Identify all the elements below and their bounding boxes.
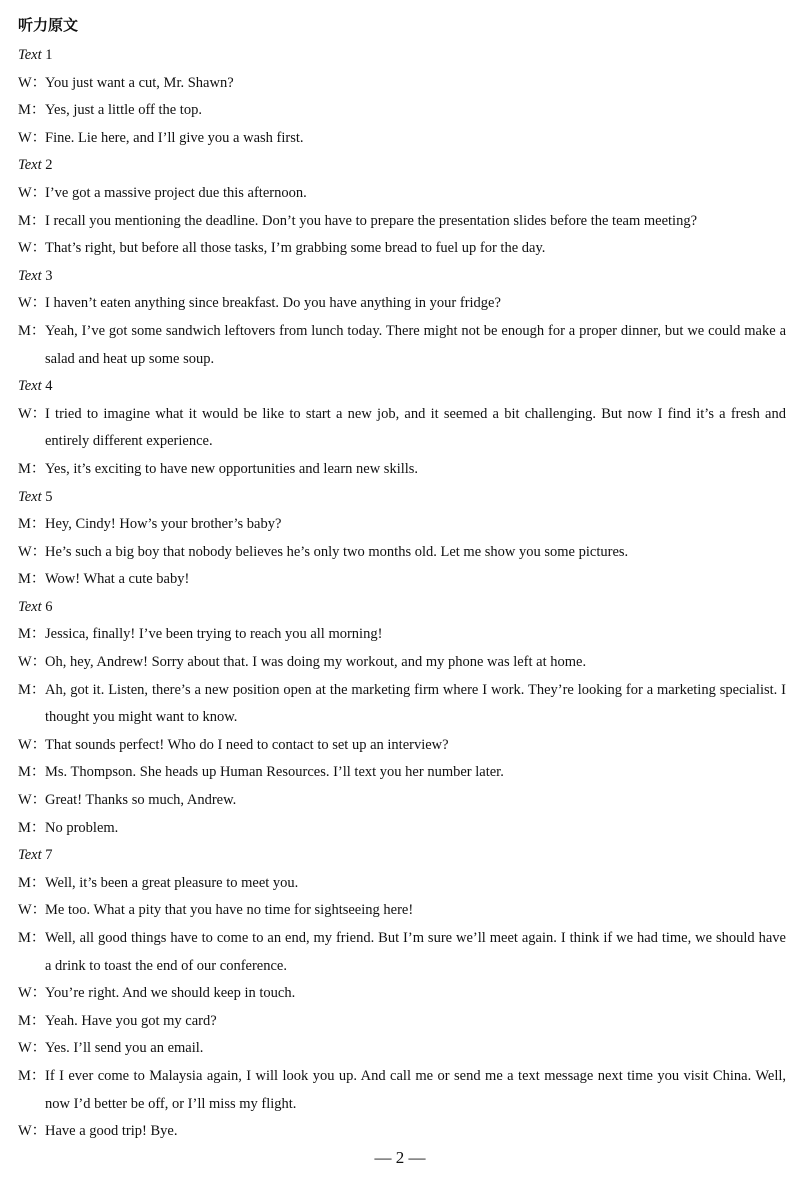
dialogue-text: Oh, hey, Andrew! Sorry about that. I was doing my workout, and my phone was left at home.	[45, 654, 587, 671]
speaker-label: W：	[18, 543, 47, 560]
speaker-label: M：	[18, 322, 46, 339]
section-number: 1	[45, 47, 53, 63]
dialogue-text: Yeah, I’ve got some sandwich leftovers from lunch today. There might not be enough for a proper dinner, but we could make a salad and heat up some soup.	[45, 322, 786, 367]
dialogue-text: Jessica, finally! I’ve been trying to reach you all morning!	[45, 626, 383, 643]
speaker-label: M：	[18, 626, 46, 643]
section-label: Text	[18, 598, 42, 615]
speaker-label: W：	[18, 295, 47, 312]
dialogue-text: He’s such a big boy that nobody believes he’s only two months old. Let me show you some pictures.	[45, 543, 629, 560]
dialogue-text: Yes. I’ll send you an email.	[45, 1040, 204, 1057]
transcript-body	[18, 42, 786, 1146]
speaker-label: W：	[18, 792, 47, 809]
dialogue-text: Fine. Lie here, and I’ll give you a wash first.	[45, 129, 304, 146]
speaker-label: M：	[18, 930, 46, 946]
speaker-label: M：	[18, 874, 46, 891]
dialogue-text: Have a good trip! Bye.	[45, 1123, 178, 1140]
dialogue-text: I tried to imagine what it would be like to start a new job, and it seemed a bit challenging. But now I find it’s a fresh and entirely different experience.	[45, 405, 786, 450]
speaker-label: W：	[18, 985, 47, 1002]
speaker-label: M：	[18, 571, 46, 588]
dialogue-text: You’re right. And we should keep in touch.	[45, 985, 296, 1002]
dialogue-line	[18, 677, 786, 732]
speaker-label: M：	[18, 212, 46, 229]
dialogue-line	[18, 925, 786, 980]
dialogue-line	[18, 1035, 786, 1063]
section-heading	[18, 484, 786, 512]
dialogue-line	[18, 621, 786, 649]
section-label: Text	[18, 157, 42, 174]
section-label: Text	[18, 378, 42, 395]
dialogue-line	[18, 539, 786, 567]
dialogue-text: Great! Thanks so much, Andrew.	[45, 792, 237, 809]
dialogue-line	[18, 125, 786, 153]
speaker-label: W：	[18, 240, 47, 257]
dialogue-text: Yeah. Have you got my card?	[45, 1012, 217, 1029]
speaker-label: W：	[18, 902, 47, 919]
section-heading	[18, 42, 786, 70]
section-heading	[18, 373, 786, 401]
page-title: 听力原文	[18, 16, 79, 34]
dialogue-text: Well, all good things have to come to an end, my friend. But I’m sure we’ll meet again. I think if we had time, we should have a drink to toast the end of our conference.	[45, 930, 786, 974]
speaker-label: W：	[18, 405, 47, 422]
speaker-label: W：	[18, 1123, 47, 1140]
page-number: — 2 —	[374, 1148, 426, 1167]
speaker-label: W：	[18, 74, 47, 91]
dialogue-text: Well, it’s been a great pleasure to meet you.	[45, 874, 299, 891]
dialogue-line	[18, 97, 786, 125]
dialogue-text: Ms. Thompson. She heads up Human Resources. I’ll text you her number later.	[45, 764, 504, 781]
speaker-label: W：	[18, 184, 47, 201]
section-number: 7	[45, 847, 53, 864]
dialogue-line	[18, 980, 786, 1008]
dialogue-text: That sounds perfect! Who do I need to contact to set up an interview?	[45, 736, 449, 753]
section-number: 4	[45, 378, 53, 395]
dialogue-text: Yes, it’s exciting to have new opportunities and learn new skills.	[45, 460, 419, 477]
section-heading	[18, 594, 786, 622]
dialogue-line	[18, 1008, 786, 1036]
section-number: 2	[45, 157, 53, 174]
dialogue-text: If I ever come to Malaysia again, I will look you up. And call me or send me a text message next time you visit China. Well, now I’d better be off, or I’ll miss my flight.	[45, 1067, 786, 1112]
dialogue-text: No problem.	[45, 819, 119, 836]
section-heading	[18, 263, 786, 291]
dialogue-text: I recall you mentioning the deadline. Don’t you have to prepare the presentation slides before the team meeting?	[45, 212, 698, 229]
dialogue-line	[18, 759, 786, 787]
section-label: Text	[18, 267, 42, 284]
section-label: Text	[18, 488, 42, 505]
speaker-label: M：	[18, 819, 46, 836]
dialogue-text: Wow! What a cute baby!	[45, 571, 190, 588]
dialogue-text: Yes, just a little off the top.	[45, 102, 202, 119]
dialogue-line	[18, 870, 786, 898]
speaker-label: M：	[18, 1067, 46, 1084]
dialogue-text: Me too. What a pity that you have no time for sightseeing here!	[45, 902, 414, 919]
dialogue-line	[18, 1063, 786, 1118]
dialogue-text: Ah, got it. Listen, there’s a new position open at the marketing firm where I work. They’re looking for a marketing specialist. I thought you might want to know.	[45, 681, 786, 726]
dialogue-line	[18, 235, 786, 263]
speaker-label: M：	[18, 681, 46, 698]
speaker-label: M：	[18, 460, 46, 477]
speaker-label: M：	[18, 764, 46, 781]
dialogue-text: You just want a cut, Mr. Shawn?	[45, 74, 234, 91]
section-heading	[18, 152, 786, 180]
speaker-label: M：	[18, 516, 46, 533]
dialogue-line	[18, 456, 786, 484]
dialogue-line	[18, 401, 786, 456]
dialogue-line	[18, 897, 786, 925]
dialogue-line	[18, 787, 786, 815]
dialogue-line	[18, 290, 786, 318]
dialogue-line	[18, 649, 786, 677]
dialogue-line	[18, 732, 786, 760]
dialogue-line	[18, 70, 786, 98]
dialogue-line	[18, 511, 786, 539]
speaker-label: W：	[18, 654, 47, 671]
dialogue-line	[18, 566, 786, 594]
dialogue-text: Hey, Cindy! How’s your brother’s baby?	[45, 516, 282, 533]
speaker-label: W：	[18, 1040, 47, 1057]
dialogue-line	[18, 208, 786, 236]
dialogue-text: I’ve got a massive project due this afternoon.	[45, 184, 307, 201]
section-label: Text	[18, 847, 42, 864]
section-number: 5	[45, 488, 53, 505]
dialogue-text: I haven’t eaten anything since breakfast. Do you have anything in your fridge?	[45, 295, 501, 312]
section-number: 6	[45, 598, 53, 615]
section-label: Text	[18, 47, 42, 63]
dialogue-line	[18, 1118, 786, 1146]
speaker-label: W：	[18, 129, 47, 146]
section-heading	[18, 842, 786, 870]
speaker-label: W：	[18, 736, 47, 753]
speaker-label: M：	[18, 102, 46, 119]
speaker-label: M：	[18, 1012, 46, 1029]
dialogue-line	[18, 318, 786, 373]
section-number: 3	[45, 267, 53, 284]
dialogue-line	[18, 180, 786, 208]
dialogue-line	[18, 815, 786, 843]
dialogue-text: That’s right, but before all those tasks, I’m grabbing some bread to fuel up for the day.	[45, 240, 546, 257]
